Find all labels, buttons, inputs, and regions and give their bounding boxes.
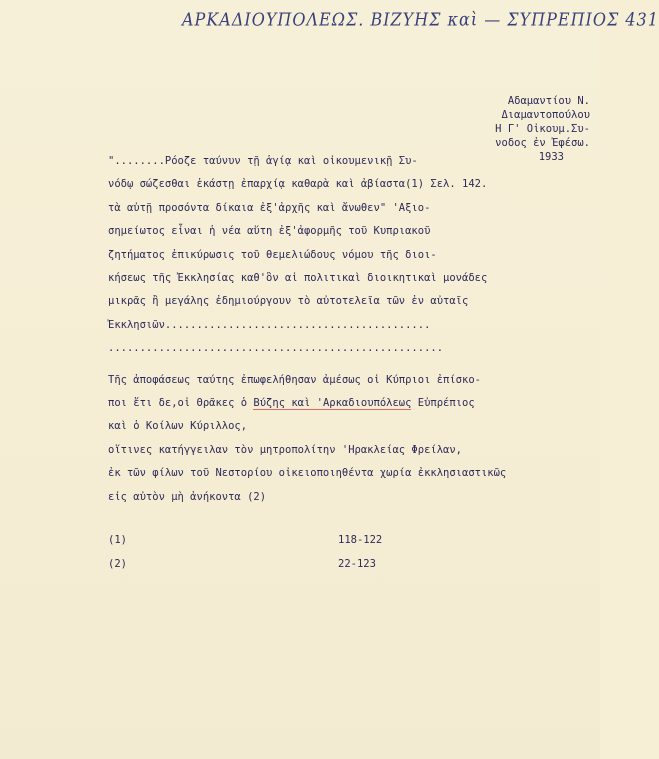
author-line: Η Γ' Οἰκουμ.Συ- <box>495 123 590 135</box>
text-line: μικρᾶς ἢ μεγάλης ἐδημιούργουν τὸ αὐτοτελεῖα τῶν ἐν αὐταῖς <box>108 295 469 308</box>
text-line-highlighted <box>108 392 588 415</box>
author-line: Αδαμαντίου Ν. <box>507 95 590 107</box>
dotted-line: ..................................................... <box>108 342 444 355</box>
text-line: σημείωτος εἶναι ἡ νέα αὕτη ἐξ'ἀφορμῆς τοῦ Κυπριακοῦ <box>108 225 431 238</box>
text-line: καὶ ὁ Κοίλων Κύριλλος, <box>108 420 248 433</box>
body-text <box>108 150 588 509</box>
text-line: νόδῳ σώζεσθαι ἑκάστῃ ἐπαρχίᾳ καθαρὰ καὶ ἀβίαστα(1) Σελ. 142. <box>108 178 488 191</box>
text-segment: Εὐπρέπιος <box>411 397 475 410</box>
footnote-number: (1) <box>108 534 127 546</box>
text-line: Ἐκκλησιῶν.......................................... <box>108 318 431 331</box>
text-line: ἐκ τῶν φίλων τοῦ Νεστορίου οἰκειοποιηθέντα χωρία ἐκκλησιαστικῶς <box>108 467 507 480</box>
text-line: εἰς αὐτὸν μὴ ἀνήκοντα (2) <box>108 490 267 503</box>
text-line: ζητήματος ἐπικύρωσις τοῦ θεμελιώδους νόμου τῆς διοι- <box>108 248 437 261</box>
text-line: Τῆς ἀποφάσεως ταύτης ἐπωφελήθησαν ἀμέσως οἱ Κύπριοι ἐπίσκο- <box>108 373 481 386</box>
text-segment: ποι ἔτι δε,οἱ Θρᾶκες ὁ <box>108 397 254 410</box>
footnote-number: (2) <box>108 558 127 570</box>
author-line: 1933 <box>538 151 564 163</box>
text-line: οἵτινες κατήγγειλαν τὸν μητροπολίτην 'Ηρακλείας Φρείλαν, <box>108 443 463 456</box>
text-line: κήσεως τῆς Ἐκκλησίας καθ'ὃν αἱ πολιτικαὶ διοικητικαὶ μονάδες <box>108 272 488 285</box>
author-line: νοδος ἐν Ἐφέσω. <box>495 137 590 149</box>
footnote-pages: 22-123 <box>338 558 376 570</box>
handwritten-header: ΑΡΚΑΔΙΟΥΠΟΛΕΩΣ. ΒΙΖΥΗΣ καὶ — ΣΥΠΡΕΠΙΟΣ 431 <box>182 9 659 30</box>
footnote-pages: 118-122 <box>338 534 383 546</box>
text-line: "........Ρόοζε ταύνυν τῇ ἁγίᾳ καὶ οἰκουμενικῇ Συ- <box>108 155 418 167</box>
text-line: τὰ αὐτῇ προσόντα δίκαια ἐξ'ἀρχῆς καὶ ἄνωθεν" 'Αξιο- <box>108 201 431 214</box>
author-line: Διαμαντοπούλου <box>501 109 590 121</box>
red-underline-marked-text: Βύζης καὶ 'Αρκαδιουπόλεως <box>253 397 412 410</box>
